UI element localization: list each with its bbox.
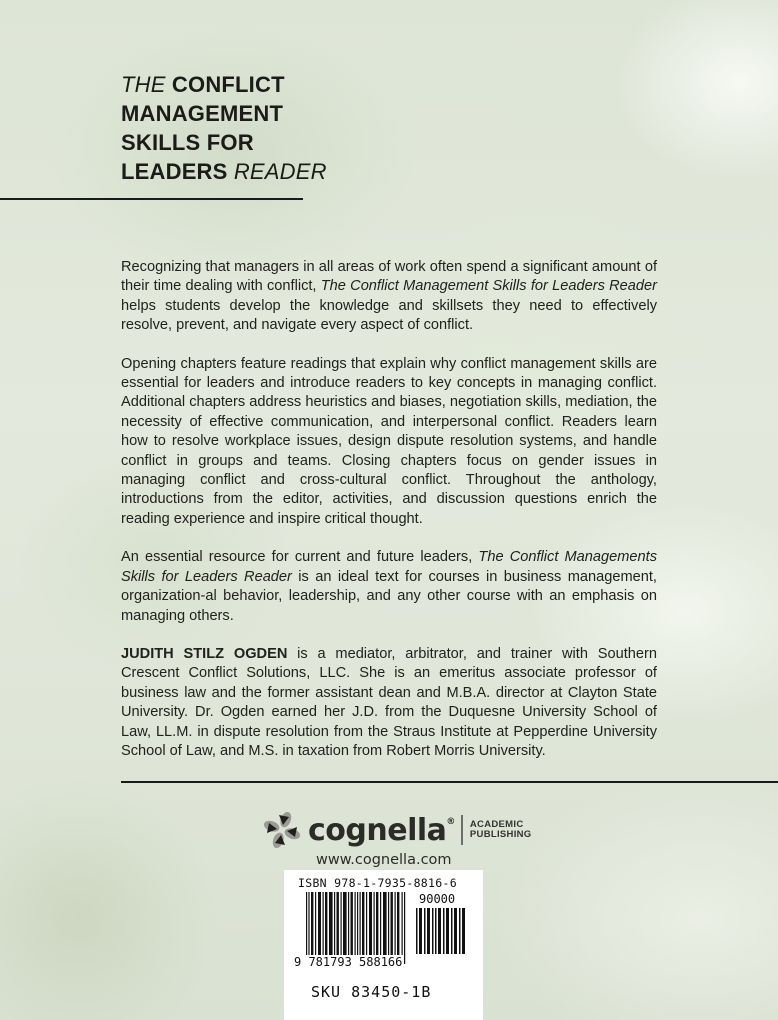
- ean13-barcode-icon: [306, 892, 406, 964]
- author-bio: JUDITH STILZ OGDEN is a mediator, arbitrator, and trainer with Southern Crescent Conflict Solutions, LLC. She is an emeritus associate professor of business law and the former assistant dean and M.B.A. director at Clayton State University. Dr. Ogden earned her J.D. from the Duquesne University School of Law, LL.M. in dispute resolution from the Straus Institute at Pepperdine University School of Law, and M.S. in taxation from Robert Morris University.: [121, 645, 657, 759]
- sku-label: SKU 83450-1B: [311, 983, 432, 1001]
- publisher-url[interactable]: www.cognella.com: [316, 852, 452, 868]
- publisher-tagline: ACADEMIC PUBLISHING: [469, 819, 532, 840]
- description-paragraph-2: Opening chapters feature readings that explain why conflict management skills are essential for leaders and introduce readers to key concepts in managing conflict. Additional chapters address heuristics and biases, negotiation skills, mediation, the necessity of effective communication, and interpersonal conflict. Readers learn how to resolve workplace issues, design dispute resolution systems, and handle conflict in groups and teams. Closing chapters focus on gender issues in managing conflict and cross-cultural conflict. Throughout the anthology, introductions from the editor, activities, and discussion questions enrich the reading experience and inspire critical thought.: [121, 355, 657, 527]
- book-title-reference: The Conflict Management Skills for Leaders Reader: [320, 278, 657, 295]
- book-title: [121, 70, 327, 186]
- back-cover-description: [121, 258, 657, 780]
- isbn-barcode: [284, 870, 483, 1020]
- publisher-logo: [262, 810, 531, 850]
- price-addon-barcode-icon: [416, 908, 466, 954]
- ean-digits: 9 781793 588166: [294, 955, 403, 969]
- description-paragraph-3: An essential resource for current and future leaders, The Conflict Managements Skills for Leaders Reader is an ideal text for courses in business management, organization-al behavior, leadership, and any other course with an emphasis on managing others.: [121, 549, 657, 624]
- book-title-reference: The Conflict Managements Skills for Leaders Reader: [121, 549, 657, 585]
- bottom-divider: [121, 781, 778, 783]
- title-line-4: LEADERS READER: [121, 159, 327, 184]
- title-line-2: MANAGEMENT: [121, 101, 284, 126]
- author-name: JUDITH STILZ OGDEN: [121, 645, 288, 662]
- title-line-3: SKILLS FOR: [121, 130, 254, 155]
- description-paragraph-1: Recognizing that managers in all areas of work often spend a significant amount of their time dealing with conflict, The Conflict Management Skills for Leaders Reader helps students develop the knowledge and skillsets they need to effectively resolve, prevent, and navigate every aspect of conflict.: [121, 259, 657, 334]
- publisher-name: cognella®: [308, 812, 455, 848]
- price-addon-label: 90000: [419, 892, 456, 906]
- publisher-divider: [461, 815, 463, 845]
- title-divider: [0, 198, 303, 200]
- cognella-pinwheel-icon: [262, 810, 302, 850]
- title-line-1: THE CONFLICT: [121, 72, 285, 97]
- isbn-label: ISBN 978-1-7935-8816-6: [298, 876, 457, 890]
